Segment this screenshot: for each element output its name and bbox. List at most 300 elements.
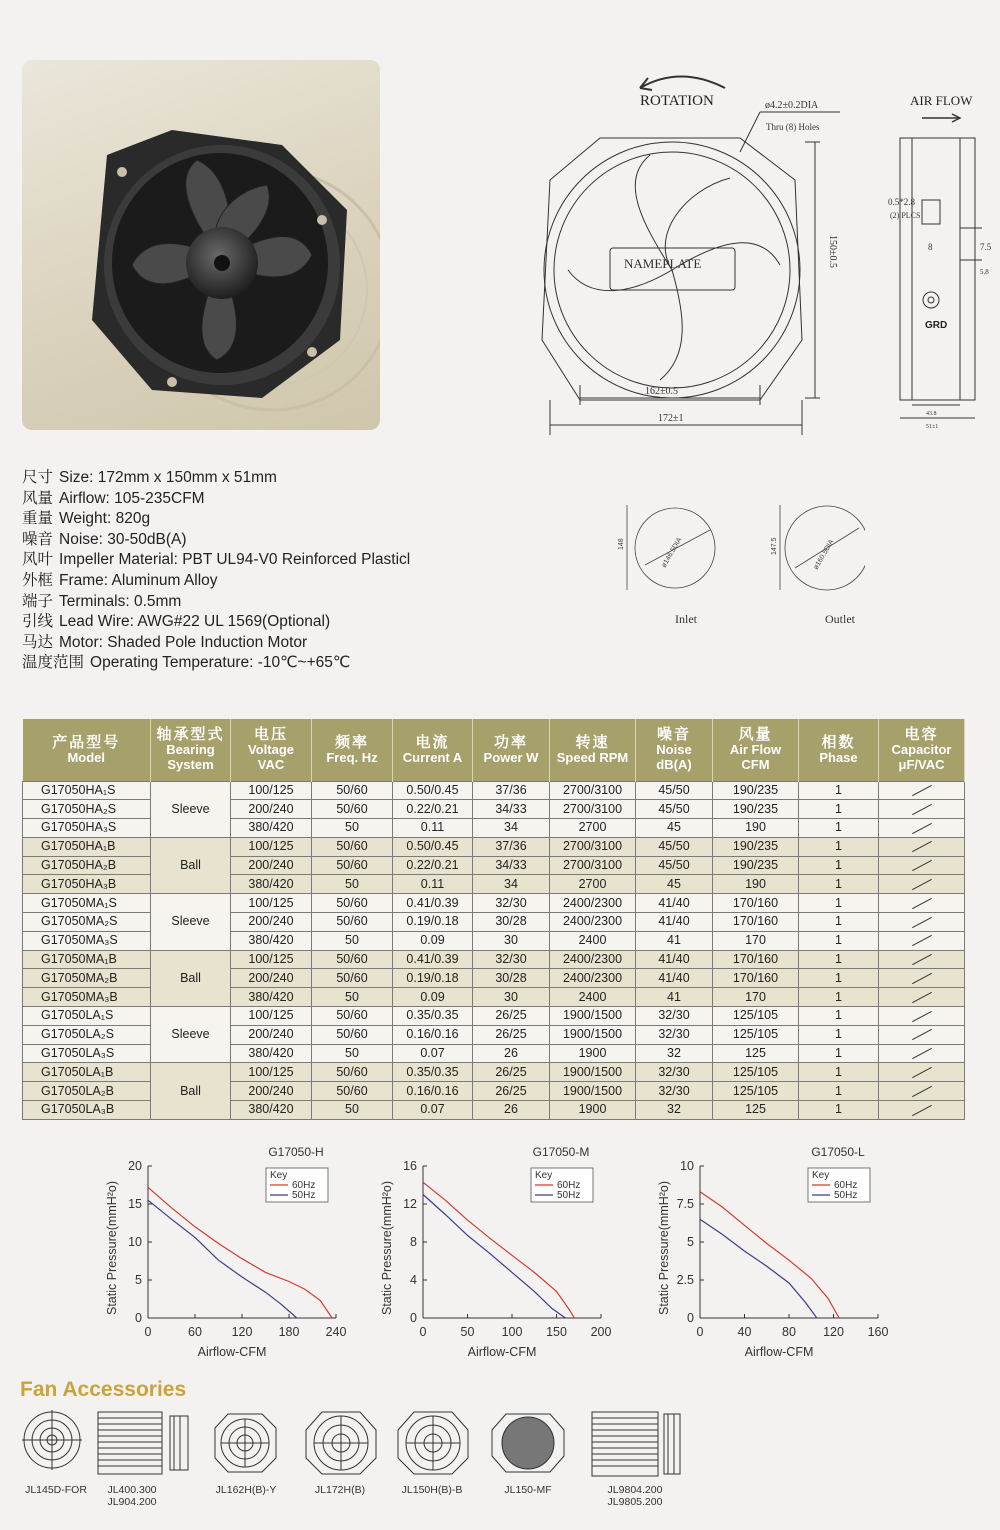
y-tick-label: 2.5 [676, 1273, 694, 1287]
slash-mark [912, 823, 932, 834]
speed-cell: 2400 [550, 988, 636, 1007]
column-header-en: Capacitor μF/VAC [891, 742, 952, 773]
spec-table [22, 719, 965, 1120]
capacitor-cell [879, 875, 965, 894]
noise-cell: 45/50 [636, 837, 713, 856]
spec-label-cn: 重量 [22, 510, 54, 528]
table-header [23, 719, 965, 781]
capacitor-cell [879, 1044, 965, 1063]
airflow-cell: 125 [713, 1044, 799, 1063]
x-tick-label: 50 [460, 1325, 475, 1339]
model-cell: G17050LA₁S [23, 1007, 151, 1026]
y-axis-label: Static Pressure(mmH²o) [105, 1180, 119, 1316]
speed-cell: 2700 [550, 875, 636, 894]
speed-cell: 1900/1500 [550, 1063, 636, 1082]
table-row [23, 1063, 965, 1082]
jl9804-filter-icon [592, 1412, 680, 1476]
phase-cell: 1 [799, 837, 879, 856]
airflow-cell: 190 [713, 875, 799, 894]
spec-row [22, 653, 492, 674]
freq-cell: 50 [312, 988, 393, 1007]
accessory-label: JL145D-FOR [25, 1484, 87, 1496]
speed-cell: 1900/1500 [550, 1082, 636, 1101]
column-header [393, 719, 473, 781]
power-cell: 34/33 [473, 856, 550, 875]
x-tick-label: 160 [867, 1325, 889, 1339]
y-tick-label: 8 [410, 1235, 417, 1249]
freq-cell: 50/60 [312, 1007, 393, 1026]
legend-entry: 60Hz [834, 1180, 858, 1191]
power-cell: 34 [473, 875, 550, 894]
y-tick-label: 7.5 [676, 1197, 694, 1211]
noise-cell: 32 [636, 1101, 713, 1120]
spec-row [22, 550, 492, 571]
speed-cell: 2400 [550, 931, 636, 950]
noise-cell: 32/30 [636, 1063, 713, 1082]
y-tick-label: 10 [128, 1235, 142, 1249]
chart-title: G17050-H [268, 1145, 324, 1159]
airflow-cell: 170/160 [713, 950, 799, 969]
phase-cell: 1 [799, 781, 879, 800]
y-tick-label: 16 [403, 1159, 417, 1173]
power-cell: 30/28 [473, 913, 550, 932]
slash-mark [912, 917, 932, 928]
current-cell: 0.19/0.18 [393, 969, 473, 988]
airflow-cell: 170/160 [713, 969, 799, 988]
current-cell: 0.41/0.39 [393, 950, 473, 969]
x-axis-label: Airflow-CFM [467, 1345, 537, 1359]
spec-value: Frame: Aluminum Alloy [59, 571, 218, 589]
power-cell: 34/33 [473, 800, 550, 819]
model-cell: G17050LA₂S [23, 1025, 151, 1044]
spec-row [22, 489, 492, 510]
voltage-cell: 380/420 [231, 1044, 312, 1063]
noise-cell: 45 [636, 819, 713, 838]
current-cell: 0.19/0.18 [393, 913, 473, 932]
current-cell: 0.16/0.16 [393, 1025, 473, 1044]
rotation-label: ROTATION [640, 93, 714, 109]
column-header-en: Freq. Hz [326, 749, 378, 765]
accessories-graphics [0, 1408, 1000, 1488]
column-header-cn: 功率 [493, 733, 528, 751]
jl145d-for-icon [22, 1410, 82, 1470]
noise-cell: 32/30 [636, 1007, 713, 1026]
current-cell: 0.41/0.39 [393, 894, 473, 913]
airflow-cell: 125/105 [713, 1082, 799, 1101]
table-row [23, 950, 965, 969]
legend-title: Key [535, 1170, 553, 1181]
legend-entry: 50Hz [557, 1190, 581, 1201]
airflow-cell: 190 [713, 819, 799, 838]
column-header-cn: 相数 [821, 733, 856, 751]
spec-list [22, 468, 492, 674]
x-tick-label: 240 [325, 1325, 347, 1339]
voltage-cell: 100/125 [231, 894, 312, 913]
spec-value: Terminals: 0.5mm [59, 592, 182, 610]
airflow-cell: 125/105 [713, 1007, 799, 1026]
series-line [700, 1192, 839, 1318]
noise-cell: 45/50 [636, 800, 713, 819]
column-header [151, 719, 231, 781]
dim-inlet-dia: ø146.5DIA [660, 536, 684, 569]
bearing-cell: Ball [151, 1063, 231, 1119]
front-view-drawing [520, 60, 1000, 440]
legend-entry: 60Hz [557, 1180, 581, 1191]
column-header [473, 719, 550, 781]
power-cell: 26/25 [473, 1025, 550, 1044]
dim-7-5: 7.5 [980, 242, 992, 252]
phase-cell: 1 [799, 931, 879, 950]
freq-cell: 50 [312, 1101, 393, 1120]
phase-cell: 1 [799, 1007, 879, 1026]
capacitor-cell [879, 837, 965, 856]
legend-title: Key [270, 1170, 288, 1181]
speed-cell: 1900 [550, 1101, 636, 1120]
slash-mark [912, 804, 932, 815]
model-cell: G17050MA₁S [23, 894, 151, 913]
current-cell: 0.07 [393, 1044, 473, 1063]
capacitor-cell [879, 988, 965, 1007]
voltage-cell: 380/420 [231, 1101, 312, 1120]
spec-label-cn: 引线 [22, 613, 54, 631]
spec-value: Operating Temperature: -10℃~+65℃ [90, 654, 351, 672]
column-header-en: Air Flow CFM [729, 742, 782, 773]
performance-charts [0, 1140, 1000, 1370]
freq-cell: 50/60 [312, 913, 393, 932]
chart-g17050-l [652, 1140, 902, 1370]
power-cell: 34 [473, 819, 550, 838]
capacitor-cell [879, 1007, 965, 1026]
bearing-cell: Sleeve [151, 894, 231, 950]
legend-entry: 50Hz [834, 1190, 858, 1201]
jl150h-guard-icon [398, 1412, 468, 1474]
capacitor-cell [879, 894, 965, 913]
accessory-label: JL9804.200 [607, 1484, 663, 1496]
y-tick-label: 0 [410, 1311, 417, 1325]
jl400-filter-icon [98, 1412, 188, 1474]
column-header-cn: 风量 [738, 726, 773, 744]
jl162h-guard-icon [215, 1414, 276, 1472]
inlet-label: Inlet [675, 612, 697, 626]
fan-photo-illustration [22, 60, 380, 430]
voltage-cell: 100/125 [231, 1007, 312, 1026]
slash-mark [912, 954, 932, 965]
airflow-cell: 125/105 [713, 1025, 799, 1044]
noise-cell: 32/30 [636, 1082, 713, 1101]
slash-mark [912, 1067, 932, 1078]
phase-cell: 1 [799, 913, 879, 932]
voltage-cell: 100/125 [231, 781, 312, 800]
dim-51: 51±1 [926, 424, 939, 430]
accessory-label: JL9805.200 [607, 1496, 663, 1508]
freq-cell: 50/60 [312, 894, 393, 913]
dim-147-5: 147.5 [771, 537, 778, 555]
noise-cell: 32/30 [636, 1025, 713, 1044]
current-cell: 0.35/0.35 [393, 1007, 473, 1026]
spec-row [22, 530, 492, 551]
spec-label-cn: 温度范围 [22, 654, 85, 672]
column-header-cn: 电流 [415, 733, 450, 751]
voltage-cell: 380/420 [231, 931, 312, 950]
table-body [23, 781, 965, 1119]
bearing-cell: Sleeve [151, 1007, 231, 1063]
speed-cell: 2700/3100 [550, 800, 636, 819]
model-cell: G17050LA₂B [23, 1082, 151, 1101]
speed-cell: 2700/3100 [550, 837, 636, 856]
bearing-cell: Sleeve [151, 781, 231, 837]
phase-cell: 1 [799, 894, 879, 913]
bearing-cell: Ball [151, 950, 231, 1006]
dim-8: 8 [928, 242, 933, 252]
model-cell: G17050LA₃S [23, 1044, 151, 1063]
model-cell: G17050HA₃S [23, 819, 151, 838]
current-cell: 0.09 [393, 988, 473, 1007]
phase-cell: 1 [799, 800, 879, 819]
spec-row [22, 509, 492, 530]
slash-mark [912, 860, 932, 871]
speed-cell: 2400/2300 [550, 913, 636, 932]
column-header-cn: 轴承型式 [156, 726, 225, 744]
column-header [231, 719, 312, 781]
power-cell: 32/30 [473, 894, 550, 913]
phase-cell: 1 [799, 1082, 879, 1101]
slash-mark [912, 1105, 932, 1116]
power-cell: 26/25 [473, 1082, 550, 1101]
airflow-cell: 170 [713, 931, 799, 950]
accessory-label: JL400.300 [107, 1484, 157, 1496]
voltage-cell: 100/125 [231, 837, 312, 856]
freq-cell: 50/60 [312, 950, 393, 969]
noise-cell: 41 [636, 988, 713, 1007]
model-cell: G17050LA₃B [23, 1101, 151, 1120]
capacitor-cell [879, 1082, 965, 1101]
slash-mark [912, 935, 932, 946]
speed-cell: 1900 [550, 1044, 636, 1063]
freq-cell: 50/60 [312, 1063, 393, 1082]
accessories-title: Fan Accessories [20, 1378, 187, 1401]
spec-row [22, 612, 492, 633]
phase-cell: 1 [799, 969, 879, 988]
slash-mark [912, 785, 932, 796]
current-cell: 0.11 [393, 875, 473, 894]
speed-cell: 1900/1500 [550, 1007, 636, 1026]
phase-cell: 1 [799, 950, 879, 969]
phase-cell: 1 [799, 1025, 879, 1044]
jl172h-guard-icon [306, 1412, 376, 1474]
slash-mark [912, 898, 932, 909]
x-axis-label: Airflow-CFM [744, 1345, 814, 1359]
spec-value: Weight: 820g [59, 510, 151, 528]
column-header [312, 719, 393, 781]
noise-cell: 41/40 [636, 969, 713, 988]
freq-cell: 50 [312, 1044, 393, 1063]
x-tick-label: 40 [737, 1325, 752, 1339]
phase-cell: 1 [799, 988, 879, 1007]
model-cell: G17050MA₃B [23, 988, 151, 1007]
phase-cell: 1 [799, 875, 879, 894]
freq-cell: 50/60 [312, 969, 393, 988]
dim-5-8: 5.8 [980, 268, 989, 276]
accessory-label: JL904.200 [107, 1496, 157, 1508]
column-header-en: Bearing System [166, 742, 215, 773]
model-cell: G17050LA₁B [23, 1063, 151, 1082]
phase-cell: 1 [799, 1044, 879, 1063]
x-tick-label: 0 [144, 1325, 152, 1339]
outlet-label: Outlet [825, 612, 855, 626]
power-cell: 30/28 [473, 969, 550, 988]
model-cell: G17050MA₃S [23, 931, 151, 950]
voltage-cell: 200/240 [231, 969, 312, 988]
phase-cell: 1 [799, 819, 879, 838]
accessory-label: JL172H(B) [314, 1484, 366, 1496]
column-header-cn: 频率 [334, 733, 369, 751]
y-tick-label: 5 [135, 1273, 142, 1287]
noise-cell: 45/50 [636, 856, 713, 875]
power-cell: 30 [473, 988, 550, 1007]
slash-mark [912, 1011, 932, 1022]
model-cell: G17050MA₂S [23, 913, 151, 932]
accessory-label: JL150H(B)-B [401, 1484, 463, 1496]
hole-note: ø4.2±0.2DIA [765, 100, 819, 111]
y-tick-label: 10 [680, 1159, 694, 1173]
model-cell: G17050MA₂B [23, 969, 151, 988]
y-tick-label: 4 [410, 1273, 417, 1287]
airflow-cell: 190/235 [713, 800, 799, 819]
capacitor-cell [879, 1101, 965, 1120]
y-tick-label: 5 [687, 1235, 694, 1249]
airflow-cell: 125/105 [713, 1063, 799, 1082]
column-header-en: Current A [402, 749, 463, 765]
current-cell: 0.16/0.16 [393, 1082, 473, 1101]
model-cell: G17050HA₁B [23, 837, 151, 856]
slash-mark [912, 992, 932, 1003]
column-header-en: Speed RPM [556, 749, 629, 765]
column-header-cn: 产品型号 [52, 733, 121, 751]
column-header [713, 719, 799, 781]
column-header-en: Model [67, 749, 106, 765]
column-header [550, 719, 636, 781]
column-header-cn: 电压 [253, 726, 288, 744]
table-row [23, 837, 965, 856]
spec-label-cn: 马达 [22, 633, 54, 651]
chart-title: G17050-L [811, 1145, 865, 1159]
x-tick-label: 120 [231, 1325, 253, 1339]
capacitor-cell [879, 913, 965, 932]
speed-cell: 2400/2300 [550, 969, 636, 988]
series-line [148, 1187, 332, 1318]
speed-cell: 2400/2300 [550, 950, 636, 969]
column-header [23, 719, 151, 781]
chart-g17050-h [100, 1140, 360, 1370]
dim-terminal-2: (2) PLCS [890, 211, 921, 220]
inlet-outlet-drawing [605, 490, 865, 630]
power-cell: 26/25 [473, 1063, 550, 1082]
series-line [423, 1182, 574, 1318]
freq-cell: 50 [312, 875, 393, 894]
capacitor-cell [879, 1063, 965, 1082]
model-cell: G17050HA₂B [23, 856, 151, 875]
voltage-cell: 380/420 [231, 819, 312, 838]
table-row [23, 781, 965, 800]
voltage-cell: 200/240 [231, 1025, 312, 1044]
model-cell: G17050HA₃B [23, 875, 151, 894]
speed-cell: 1900/1500 [550, 1025, 636, 1044]
current-cell: 0.50/0.45 [393, 781, 473, 800]
column-header [636, 719, 713, 781]
capacitor-cell [879, 819, 965, 838]
freq-cell: 50/60 [312, 781, 393, 800]
slash-mark [912, 879, 932, 890]
power-cell: 32/30 [473, 950, 550, 969]
x-tick-label: 0 [696, 1325, 704, 1339]
noise-cell: 41/40 [636, 913, 713, 932]
power-cell: 37/36 [473, 837, 550, 856]
series-line [423, 1195, 565, 1319]
freq-cell: 50/60 [312, 856, 393, 875]
freq-cell: 50/60 [312, 1025, 393, 1044]
column-header [799, 719, 879, 781]
nameplate-label: NAMEPLATE [624, 256, 702, 271]
column-header-en: Voltage VAC [248, 742, 294, 773]
spec-row [22, 571, 492, 592]
voltage-cell: 200/240 [231, 800, 312, 819]
bearing-cell: Ball [151, 837, 231, 893]
spec-value: Size: 172mm x 150mm x 51mm [59, 469, 277, 486]
slash-mark [912, 1029, 932, 1040]
chart-g17050-m [375, 1140, 625, 1370]
dim-150: 150±0.5 [827, 235, 838, 268]
voltage-cell: 100/125 [231, 1063, 312, 1082]
airflow-cell: 170 [713, 988, 799, 1007]
voltage-cell: 200/240 [231, 913, 312, 932]
column-header [879, 719, 965, 781]
spec-value: Noise: 30-50dB(A) [59, 530, 187, 548]
capacitor-cell [879, 1025, 965, 1044]
x-tick-label: 0 [419, 1325, 427, 1339]
column-header-cn: 电容 [904, 726, 939, 744]
chart-title: G17050-M [532, 1145, 590, 1159]
capacitor-cell [879, 931, 965, 950]
airflow-cell: 170/160 [713, 894, 799, 913]
column-header-en: Phase [819, 749, 858, 765]
slash-mark [912, 1048, 932, 1059]
freq-cell: 50/60 [312, 800, 393, 819]
dim-outlet-dia: ø160.5DIA [812, 538, 836, 571]
airflow-cell: 190/235 [713, 837, 799, 856]
dim-43-8: 43.8 [926, 411, 937, 417]
column-header-en: Power W [483, 749, 539, 765]
x-tick-label: 100 [501, 1325, 523, 1339]
capacitor-cell [879, 781, 965, 800]
voltage-cell: 200/240 [231, 1082, 312, 1101]
power-cell: 26/25 [473, 1007, 550, 1026]
freq-cell: 50/60 [312, 1082, 393, 1101]
dim-148: 148 [618, 538, 625, 550]
column-header-cn: 转速 [575, 733, 610, 751]
airflow-cell: 170/160 [713, 913, 799, 932]
freq-cell: 50 [312, 931, 393, 950]
spec-label-cn: 风量 [22, 489, 54, 507]
series-line [148, 1200, 297, 1318]
spec-value: Impeller Material: PBT UL94-V0 Reinforced Plasticl [59, 551, 411, 569]
y-axis-label: Static Pressure(mmH²o) [380, 1180, 394, 1316]
capacitor-cell [879, 856, 965, 875]
spec-label-cn: 端子 [22, 592, 54, 610]
x-tick-label: 80 [782, 1325, 796, 1339]
spec-label-cn: 风叶 [22, 551, 54, 569]
product-photo [22, 60, 380, 430]
speed-cell: 2700 [550, 819, 636, 838]
